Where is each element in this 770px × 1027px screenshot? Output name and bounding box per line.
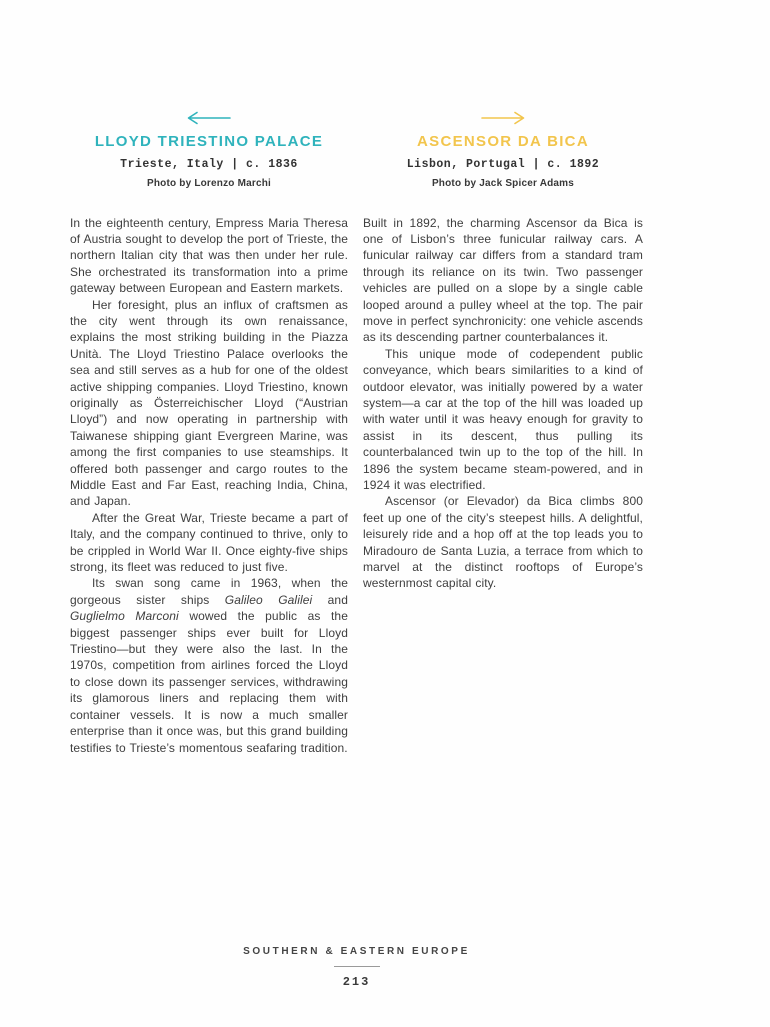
photo-credit-right: Photo by Jack Spicer Adams	[431, 177, 575, 189]
section-title: SOUTHERN & EASTERN EUROPE	[243, 946, 470, 957]
paragraph	[70, 575, 348, 755]
article-header-right	[363, 0, 643, 189]
paragraph: Built in 1892, the charming Ascensor da Bica is one of Lisbon’s three funicular railway cars. A funicular railway car differs from a standard tram through its reliance on its twin. Two passenger vehicles are pulled on a slope by a single cable looped around a pulley wheel at the top. The pair move in perfect synchronicity: one vehicle ascends as its descending partner counterbalances it.	[363, 215, 643, 345]
paragraph-text: and	[312, 592, 348, 607]
paragraph-text: Its swan song came in 1963, when the gorgeous sister ships	[70, 576, 348, 607]
article-subtitle-right: Lisbon, Portugal | c. 1892	[406, 157, 600, 171]
ship-name: Galileo Galilei	[224, 592, 313, 607]
page-number: 213	[342, 975, 371, 989]
article-title-right: ASCENSOR DA BICA	[417, 133, 589, 150]
right-arrow-icon	[363, 111, 643, 125]
article-subtitle-left: Trieste, Italy | c. 1836	[120, 157, 298, 171]
article-ascensor-da-bica	[363, 0, 643, 756]
paragraph: Her foresight, plus an influx of craftsmen as the city went through its own renaissance, explains the most striking building in the Piazza Unità. The Lloyd Triestino Palace overlooks the sea and still serves as a hub for one of the oldest active shipping companies. Lloyd Triestino, known originally as Österreichischer Lloyd (“Austrian Lloyd”) and now operating in partnership with Taiwanese shipping giant Evergreen Marine, was among the first companies to use steamships. It offered both passenger and cargo routes to the Middle East and Far East, reaching India, China, and Japan.	[70, 297, 348, 509]
article-body-right	[363, 215, 643, 592]
article-body-left	[70, 215, 348, 756]
paragraph: In the eighteenth century, Empress Maria Theresa of Austria sought to develop the port of Trieste, the northern Italian city that was then under her rule. She orchestrated its transformation into a prime gateway between European and Eastern markets.	[70, 215, 348, 296]
paragraph: This unique mode of codependent public conveyance, which bears similarities to a kind of outdoor elevator, was initially powered by a water system—a car at the top of the hill was loaded up with water until it was heavy enough for gravity to assist in its descent, thus pulling its counterbalanced twin up to the top of the hill. In 1896 the system became steam-powered, and in 1924 it was electrified.	[363, 346, 643, 492]
paragraph: After the Great War, Trieste became a part of Italy, and the company continued to thrive, only to be crippled in World War II. Once eighty-five ships strong, its fleet was reduced to just five.	[70, 510, 348, 575]
divider	[334, 966, 380, 967]
left-arrow-icon	[70, 111, 348, 125]
two-column-layout	[70, 0, 643, 756]
photo-credit-left: Photo by Lorenzo Marchi	[146, 177, 272, 189]
paragraph: Ascensor (or Elevador) da Bica climbs 800 feet up one of the city’s steepest hills. A delightful, leisurely ride and a hop off at the top leads you to Miradouro de Santa Luzia, a terrace from which to marvel at the distinct rooftops of Europe’s westernmost capital city.	[363, 494, 643, 591]
paragraph-text: wowed the public as the biggest passenger ships ever built for Lloyd Triestino—but they were also the last. In the 1970s, competition from airlines forced the Lloyd to close down its passenger services, withdrawing its glamorous liners and replacing them with container vessels. It is now a much smaller enterprise than it once was, but this grand building testifies to Trieste’s momentous seafaring tradition.	[70, 609, 348, 755]
article-title-left: LLOYD TRIESTINO PALACE	[94, 133, 324, 150]
article-header-left	[70, 0, 348, 189]
article-lloyd-triestino	[70, 0, 348, 756]
page-footer	[70, 946, 643, 989]
ship-name: Guglielmo Marconi	[70, 609, 179, 624]
